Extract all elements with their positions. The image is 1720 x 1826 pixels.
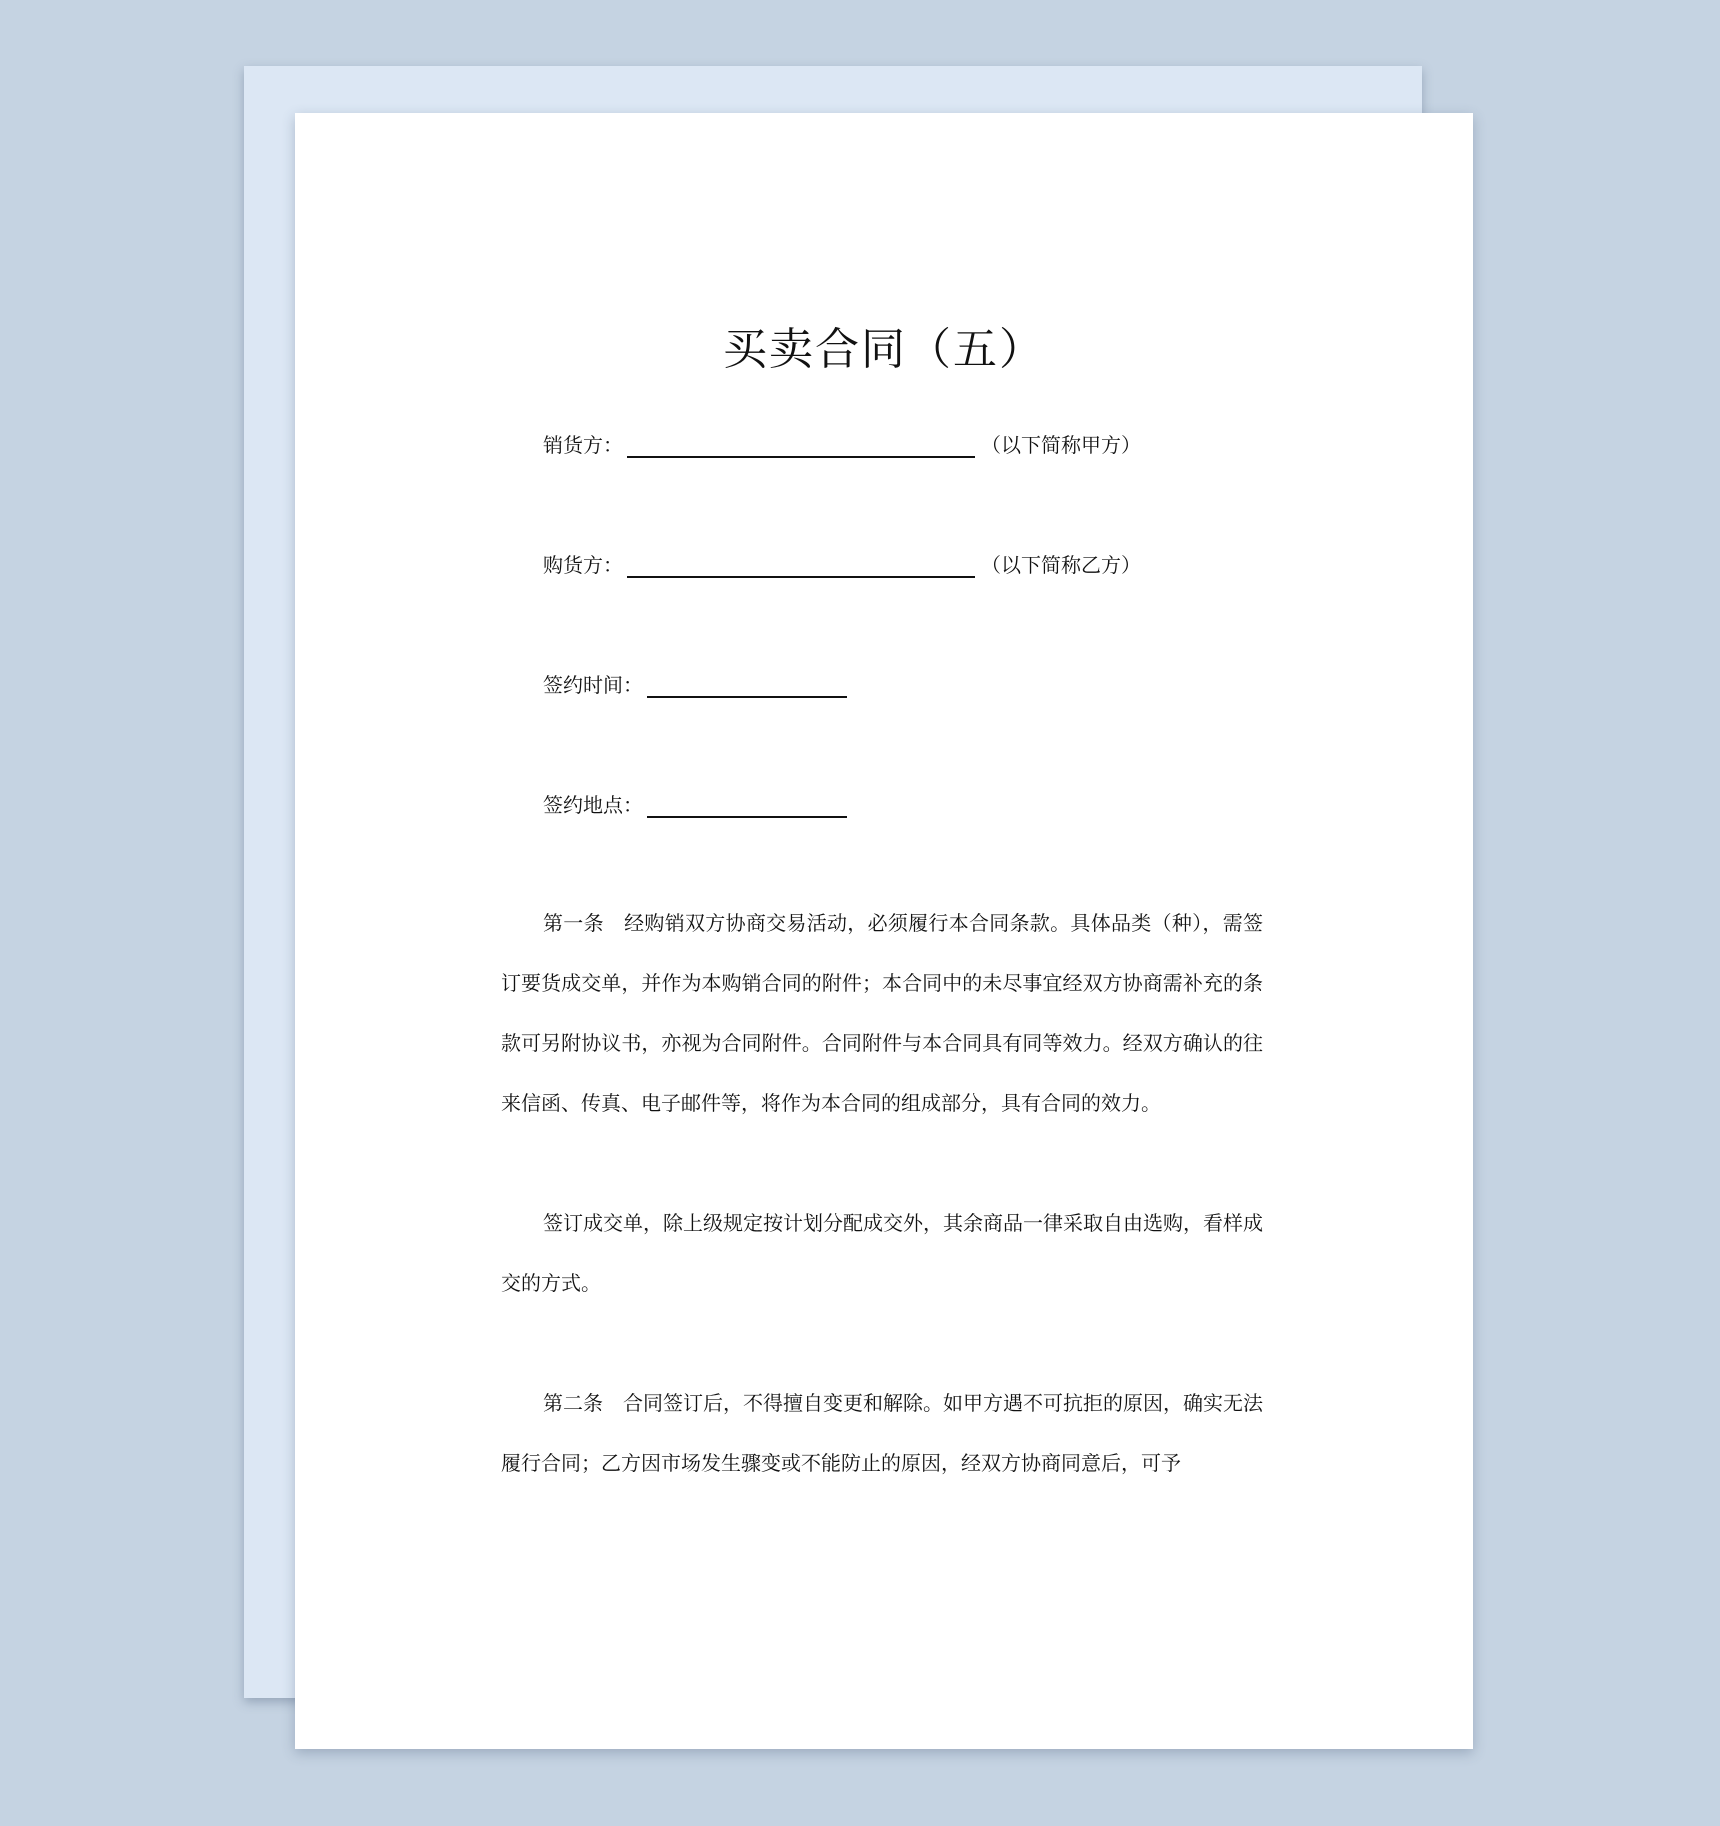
seller-field <box>543 429 1141 458</box>
seller-blank <box>627 436 975 458</box>
buyer-suffix: （以下简称乙方） <box>981 553 1141 577</box>
sign-place-blank <box>647 796 847 818</box>
clause-1-continuation-paragraph: 签订成交单，除上级规定按计划分配成交外，其余商品一律采取自由选购，看样成交的方式。 <box>501 1211 1263 1295</box>
sign-time-blank <box>647 676 847 698</box>
clause-1-paragraph: 第一条 经购销双方协商交易活动，必须履行本合同条款。具体品类（种），需签订要货成交单，并作为本购销合同的附件；本合同中的未尽事宜经双方协商需补充的条款可另附协议书，亦视为合同附件。合同附件与本合同具有同等效力。经双方确认的往来信函、传真、电子邮件等，将作为本合同的组成部分，具有合同的效力。 <box>501 911 1263 1115</box>
sign-time-field <box>543 669 853 698</box>
clause-2-paragraph: 第二条 合同签订后，不得擅自变更和解除。如甲方遇不可抗拒的原因，确实无法履行合同；乙方因市场发生骤变或不能防止的原因，经双方协商同意后，可予 <box>501 1391 1263 1475</box>
document-page <box>295 113 1473 1749</box>
buyer-blank <box>627 556 975 578</box>
sign-place-field <box>543 789 853 818</box>
seller-suffix: （以下简称甲方） <box>981 433 1141 457</box>
seller-label: 销货方： <box>543 433 623 457</box>
sign-place-label: 签约地点： <box>543 793 643 817</box>
sign-time-label: 签约时间： <box>543 673 643 697</box>
contract-body <box>501 893 1263 1493</box>
buyer-field <box>543 549 1141 578</box>
document-title: 买卖合同（五） <box>723 324 1045 375</box>
buyer-label: 购货方： <box>543 553 623 577</box>
